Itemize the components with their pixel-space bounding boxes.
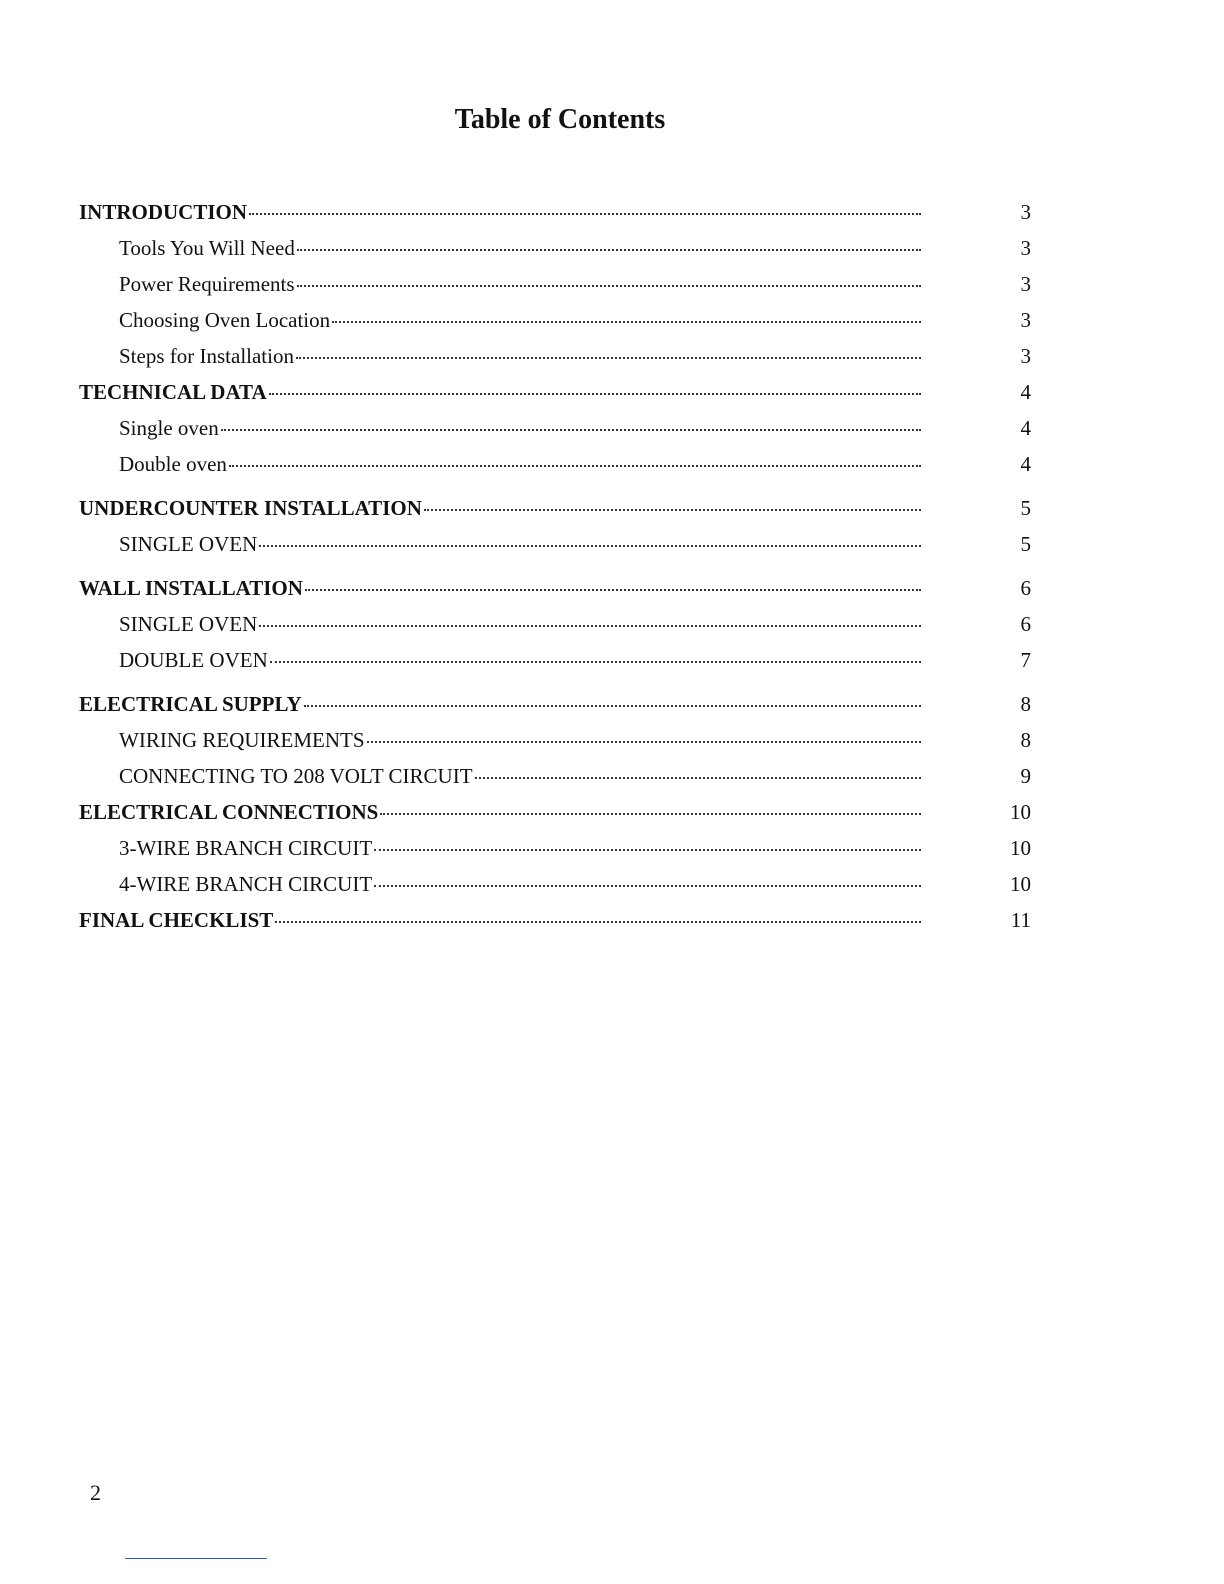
toc-entry-label: DOUBLE OVEN <box>119 648 268 672</box>
toc-entry-label: Power Requirements <box>119 272 295 296</box>
toc-entry-undercounter-single-oven[interactable] <box>79 532 1031 568</box>
toc-entry-technical-data[interactable] <box>79 380 1031 416</box>
toc-entry-label: 4-WIRE BRANCH CIRCUIT <box>119 872 373 896</box>
toc-entry-label: Tools You Will Need <box>119 236 295 260</box>
toc-entry-tools-you-will-need[interactable] <box>79 236 1031 272</box>
dot-leader <box>296 357 921 359</box>
toc-entry-page: 4 <box>1020 416 1031 440</box>
toc-entry-wiring-requirements[interactable] <box>79 728 1031 764</box>
page-title: Table of Contents <box>454 104 666 135</box>
dot-leader <box>305 589 921 591</box>
dot-leader <box>259 625 921 627</box>
toc-entry-page: 7 <box>1020 648 1031 672</box>
toc-entry-page: 10 <box>1010 836 1031 860</box>
toc-entry-page: 10 <box>1010 800 1031 824</box>
toc-entry-electrical-connections[interactable] <box>79 800 1031 836</box>
footer-rule <box>125 1558 267 1559</box>
dot-leader <box>380 813 921 815</box>
toc-entry-wall-installation[interactable] <box>79 576 1031 612</box>
toc-entry-electrical-supply[interactable] <box>79 692 1031 728</box>
toc-entry-4-wire-branch-circuit[interactable] <box>79 872 1031 908</box>
toc-entry-page: 8 <box>1020 728 1031 752</box>
toc-entry-page: 11 <box>1010 908 1031 932</box>
toc-entry-page: 3 <box>1020 272 1031 296</box>
toc-entry-label: TECHNICAL DATA <box>79 380 267 404</box>
dot-leader <box>249 213 921 215</box>
toc-entry-label: INTRODUCTION <box>79 200 248 224</box>
dot-leader <box>297 285 921 287</box>
toc-entry-page: 4 <box>1020 380 1031 404</box>
toc-entry-label: Double oven <box>119 452 227 476</box>
toc-entry-wall-double-oven[interactable] <box>79 648 1031 684</box>
toc-entry-page: 3 <box>1020 236 1031 260</box>
toc-entry-label: WALL INSTALLATION <box>79 576 303 600</box>
dot-leader <box>374 885 921 887</box>
page-number: 2 <box>90 1480 101 1505</box>
toc-entry-single-oven-data[interactable] <box>79 416 1031 452</box>
toc-entry-undercounter-installation[interactable] <box>79 496 1031 532</box>
toc-entry-label: CONNECTING TO 208 VOLT CIRCUIT <box>119 764 473 788</box>
toc-entry-page: 6 <box>1020 612 1031 636</box>
toc-entry-label: Choosing Oven Location <box>119 308 331 332</box>
dot-leader <box>229 465 921 467</box>
toc-entry-wall-single-oven[interactable] <box>79 612 1031 648</box>
toc-entry-double-oven-data[interactable] <box>79 452 1031 488</box>
toc-entry-page: 5 <box>1020 496 1031 520</box>
toc-entry-label: SINGLE OVEN <box>119 612 258 636</box>
dot-leader <box>374 849 921 851</box>
toc-entry-steps-for-installation[interactable] <box>79 344 1031 380</box>
dot-leader <box>304 705 921 707</box>
dot-leader <box>269 393 921 395</box>
toc-entry-label: ELECTRICAL SUPPLY <box>79 692 302 716</box>
toc-entry-page: 8 <box>1020 692 1031 716</box>
toc-entry-label: UNDERCOUNTER INSTALLATION <box>79 496 422 520</box>
toc-entry-final-checklist[interactable] <box>79 908 1031 944</box>
dot-leader <box>332 321 921 323</box>
toc-entry-choosing-oven-location[interactable] <box>79 308 1031 344</box>
toc-entry-label: ELECTRICAL CONNECTIONS <box>79 800 379 824</box>
toc-entry-page: 5 <box>1020 532 1031 556</box>
toc-entry-page: 10 <box>1010 872 1031 896</box>
toc-entry-page: 3 <box>1020 200 1031 224</box>
toc-entry-connecting-208-volt[interactable] <box>79 764 1031 800</box>
toc-entry-label: FINAL CHECKLIST <box>79 908 274 932</box>
toc-entry-label: Single oven <box>119 416 219 440</box>
toc-entry-label: 3-WIRE BRANCH CIRCUIT <box>119 836 373 860</box>
toc-entry-label: WIRING REQUIREMENTS <box>119 728 365 752</box>
dot-leader <box>270 661 921 663</box>
toc-entry-page: 3 <box>1020 308 1031 332</box>
toc-entry-page: 4 <box>1020 452 1031 476</box>
toc-entry-introduction[interactable] <box>79 200 1031 236</box>
toc-entry-page: 6 <box>1020 576 1031 600</box>
toc-entry-page: 3 <box>1020 344 1031 368</box>
dot-leader <box>475 777 921 779</box>
dot-leader <box>259 545 921 547</box>
toc-entry-label: SINGLE OVEN <box>119 532 258 556</box>
dot-leader <box>275 921 921 923</box>
table-of-contents <box>79 200 1031 944</box>
toc-entry-power-requirements[interactable] <box>79 272 1031 308</box>
dot-leader <box>367 741 921 743</box>
toc-entry-page: 9 <box>1020 764 1031 788</box>
dot-leader <box>297 249 921 251</box>
toc-entry-3-wire-branch-circuit[interactable] <box>79 836 1031 872</box>
dot-leader <box>221 429 921 431</box>
toc-entry-label: Steps for Installation <box>119 344 294 368</box>
dot-leader <box>424 509 921 511</box>
